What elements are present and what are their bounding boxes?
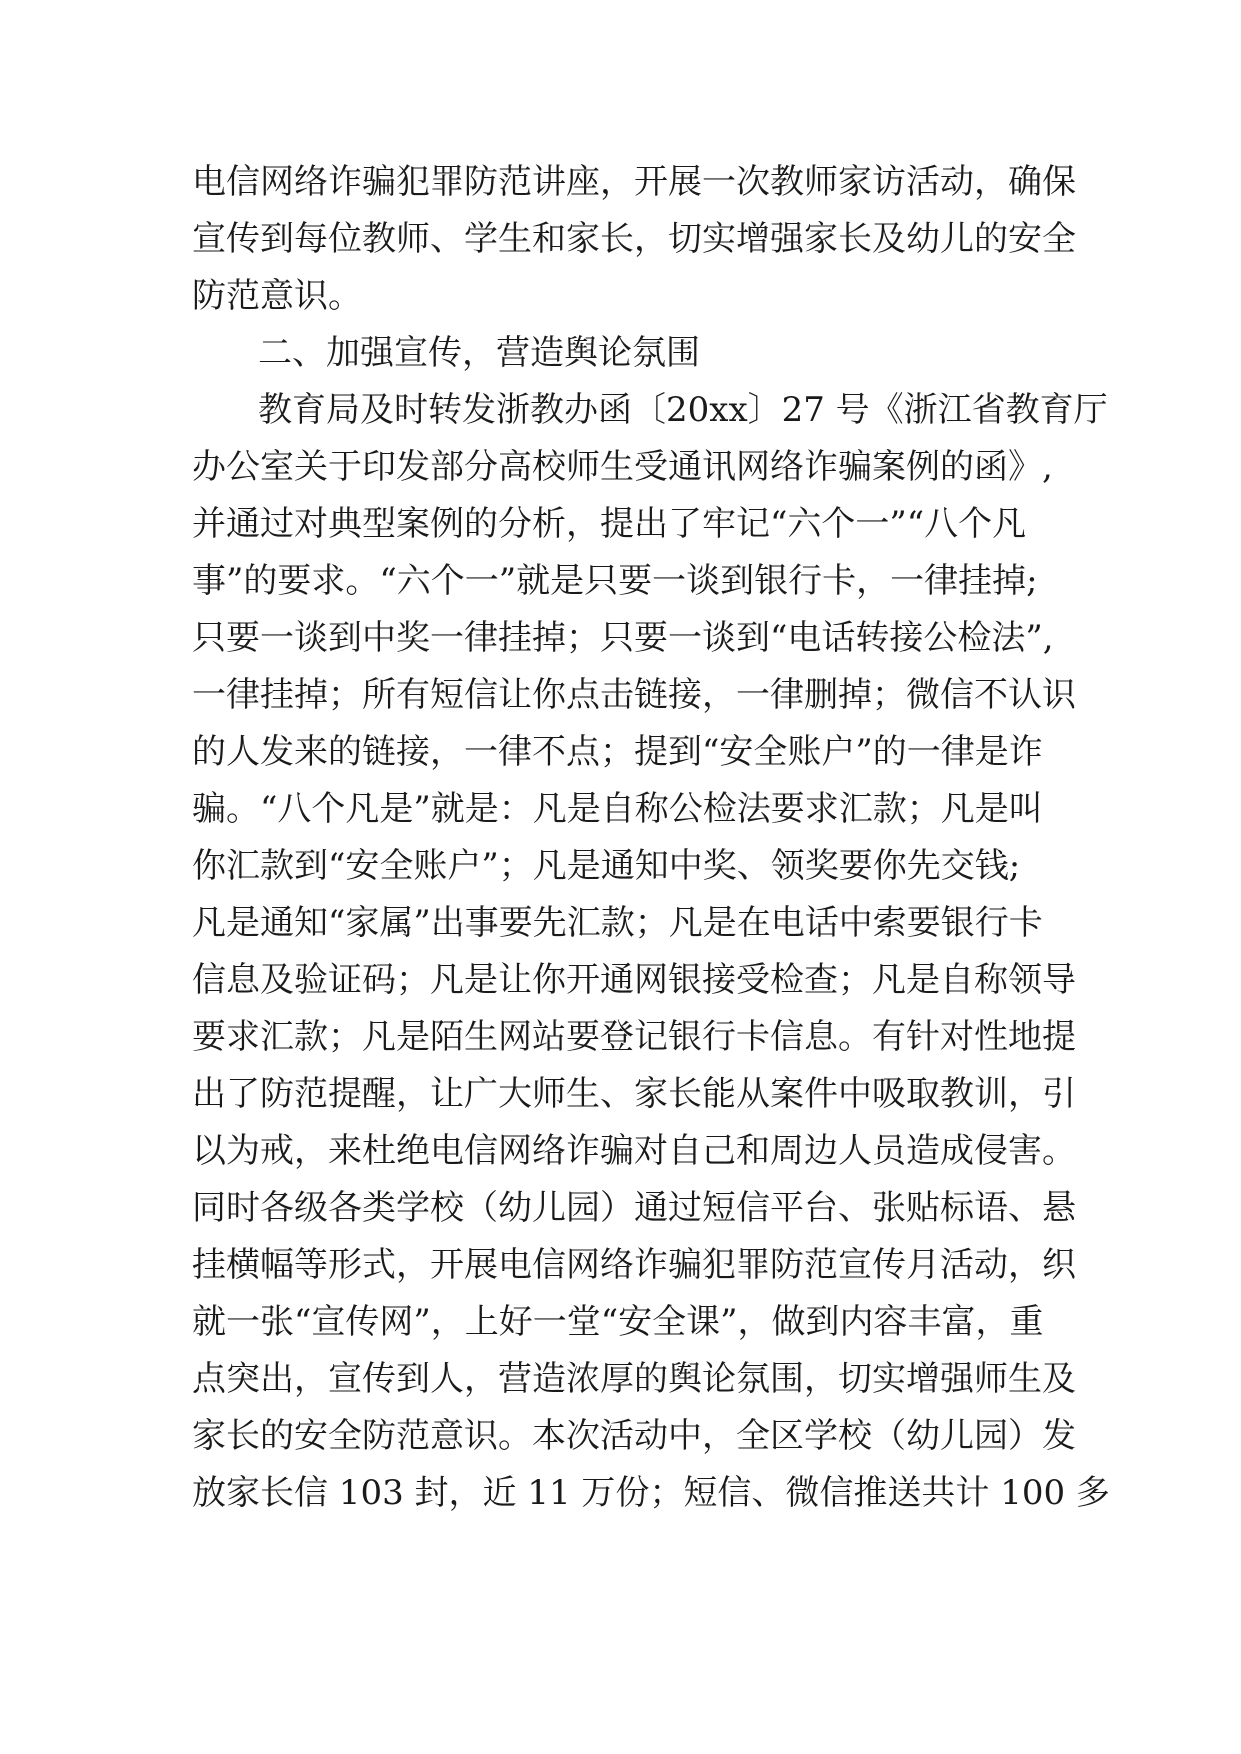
text-line: 家长的安全防范意识。本次活动中，全区学校（幼儿园）发 xyxy=(192,1416,1076,1456)
text-line: 骗。“八个凡是”就是：凡是自称公检法要求汇款；凡是叫 xyxy=(192,789,1043,829)
text-line: 就一张“宣传网”，上好一堂“安全课”，做到内容丰富，重 xyxy=(192,1302,1044,1342)
text-line: 凡是通知“家属”出事要先汇款；凡是在电话中索要银行卡 xyxy=(192,903,1043,943)
text-line: 点突出，宣传到人，营造浓厚的舆论氛围，切实增强师生及 xyxy=(192,1359,1076,1399)
text-line: 事”的要求。“六个一”就是只要一谈到银行卡，一律挂掉; xyxy=(192,561,1038,601)
text-line: 放家长信 103 封，近 11 万份；短信、微信推送共计 100 多 xyxy=(192,1473,1110,1513)
text-line: 要求汇款；凡是陌生网站要登记银行卡信息。有针对性地提 xyxy=(192,1017,1076,1057)
text-line: 电信网络诈骗犯罪防范讲座，开展一次教师家访活动，确保 xyxy=(192,162,1076,202)
text-line: 办公室关于印发部分高校师生受通讯网络诈骗案例的函》, xyxy=(192,447,1053,487)
text-line: 你汇款到“安全账户”；凡是通知中奖、领奖要你先交钱; xyxy=(192,846,1021,886)
section-heading: 二、加强宣传，营造舆论氛围 xyxy=(258,333,700,373)
text-line: 并通过对典型案例的分析，提出了牢记“六个一”“八个凡 xyxy=(192,504,1027,544)
text-line: 出了防范提醒，让广大师生、家长能从案件中吸取教训，引 xyxy=(192,1074,1076,1114)
text-line: 教育局及时转发浙教办函〔20xx〕27 号《浙江省教育厅 xyxy=(258,390,1108,430)
text-line: 同时各级各类学校（幼儿园）通过短信平台、张贴标语、悬 xyxy=(192,1188,1076,1228)
text-line: 防范意识。 xyxy=(192,276,362,316)
text-line: 一律挂掉；所有短信让你点击链接，一律删掉；微信不认识 xyxy=(192,675,1076,715)
text-line: 信息及验证码；凡是让你开通网银接受检查；凡是自称领导 xyxy=(192,960,1076,1000)
text-line: 只要一谈到中奖一律挂掉；只要一谈到“电话转接公检法”, xyxy=(192,618,1054,658)
text-line: 以为戒，来杜绝电信网络诈骗对自己和周边人员造成侵害。 xyxy=(192,1131,1076,1171)
text-line: 宣传到每位教师、学生和家长，切实增强家长及幼儿的安全 xyxy=(192,219,1076,259)
text-line: 的人发来的链接，一律不点；提到“安全账户”的一律是诈 xyxy=(192,732,1043,772)
text-line: 挂横幅等形式，开展电信网络诈骗犯罪防范宣传月活动，织 xyxy=(192,1245,1076,1285)
